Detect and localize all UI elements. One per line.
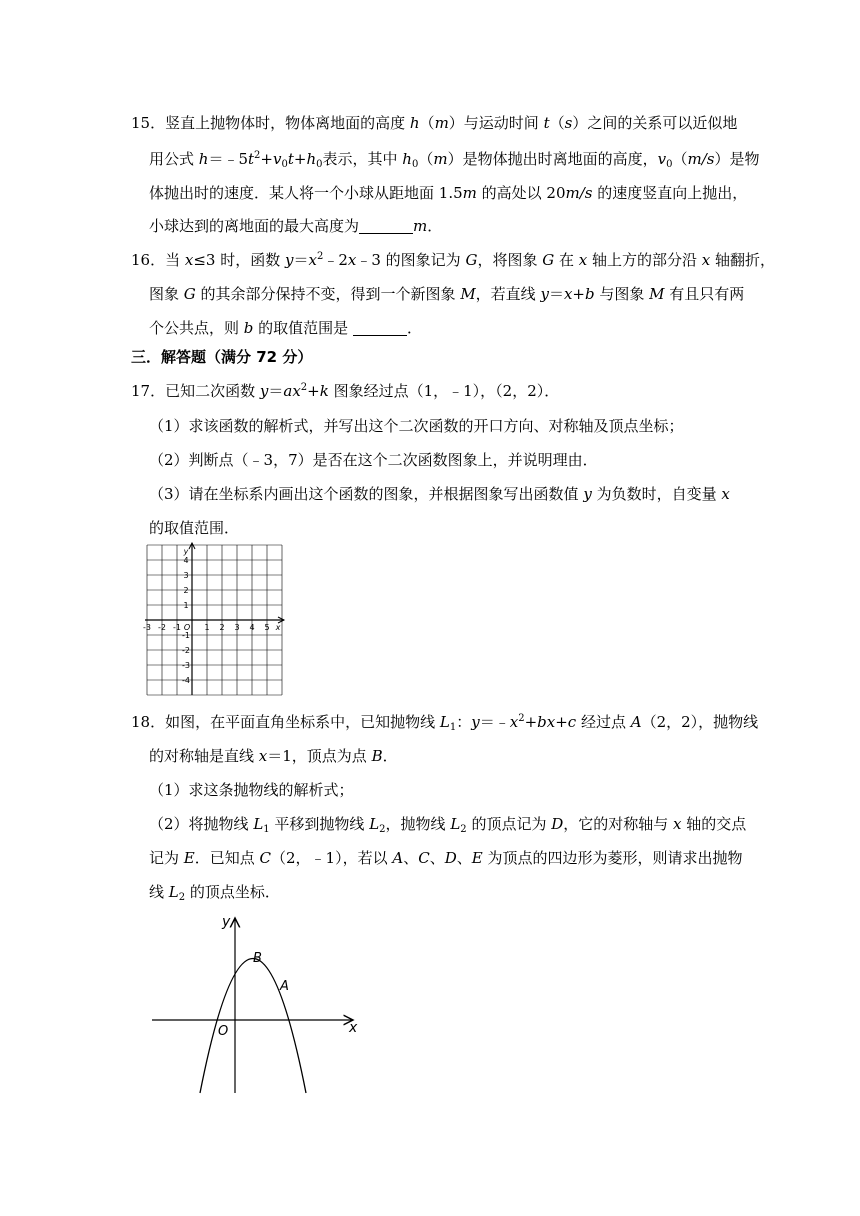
text: （: [418, 150, 434, 168]
y-axis-label: y: [183, 547, 189, 556]
answer-blank[interactable]: [359, 219, 413, 234]
origin-label: O: [183, 623, 191, 632]
text: ，将图象: [477, 251, 543, 269]
text: 2: [254, 150, 261, 161]
q15-line-4: [149, 216, 442, 236]
y-tick-label: -4: [182, 676, 190, 685]
text: （2，2），抛物线: [641, 713, 759, 731]
text: ﹣2: [323, 251, 348, 269]
text: 当: [165, 251, 185, 269]
text: ﹣3 的图象记为: [356, 251, 466, 269]
text: ）是物体抛出时离地面的高度，: [447, 150, 658, 168]
text: m: [433, 150, 448, 168]
q18-part-2-cont: [149, 848, 743, 868]
x-tick-label: 3: [234, 623, 240, 632]
text: 2: [379, 824, 386, 835]
text: 1: [449, 722, 457, 733]
parabola-figure: [148, 908, 368, 1098]
q18-part-2-end: [149, 882, 280, 902]
text: 的速度竖直向上抛出，: [592, 184, 748, 202]
q15-line-3: [149, 183, 747, 203]
text: 、: [429, 849, 445, 867]
text: 2: [316, 251, 324, 262]
text: ）之间的关系可以近似地: [572, 114, 738, 132]
text: +: [524, 713, 538, 731]
text: x: [721, 485, 730, 503]
text: v: [657, 150, 667, 168]
q17-part-3: [149, 484, 730, 504]
text: ，抛物线: [385, 815, 451, 833]
text: x: [308, 251, 317, 269]
origin-label: O: [218, 1024, 229, 1039]
text: x: [509, 713, 519, 731]
y-axis-label: y: [222, 914, 231, 930]
y-tick-label: 4: [183, 556, 189, 565]
y-tick-label: -3: [182, 661, 190, 670]
text: 2: [518, 713, 525, 724]
x-axis-label: x: [349, 1020, 358, 1036]
text: bx: [537, 713, 556, 731]
q18-part-1: （1）求这条抛物线的解析式；: [149, 781, 354, 799]
text: x: [184, 251, 194, 269]
text: 用公式: [149, 150, 199, 168]
question-number: 15．: [131, 114, 166, 132]
text: 轴上方的部分沿: [587, 251, 702, 269]
text: 如图，在平面直角坐标系中，已知抛物线: [165, 713, 440, 731]
text: ．: [382, 747, 398, 765]
text: m/s: [565, 184, 593, 202]
text: +: [555, 713, 568, 731]
y-tick-label: -2: [182, 646, 190, 655]
text: 已知二次函数: [165, 382, 260, 400]
x-tick-label: 1: [204, 623, 210, 632]
text: 图象经过点（1，﹣1），（2，2）．: [328, 382, 560, 400]
text: G: [542, 251, 555, 269]
text: （2）将抛物线: [149, 815, 254, 833]
text: x: [258, 747, 268, 765]
text: 轴翻折，: [710, 251, 776, 269]
text: ）是物: [714, 150, 760, 168]
text: x: [578, 251, 588, 269]
text: +: [260, 150, 273, 168]
x-tick-label: 5: [264, 623, 270, 632]
text: y: [583, 485, 592, 503]
q17-line-1: [131, 381, 559, 401]
q18-line-1: [131, 712, 758, 732]
text: 记为: [149, 849, 184, 867]
text: L: [369, 815, 380, 833]
q17-part-3-cont: 的取值范围．: [149, 519, 240, 537]
text: （3）请在坐标系内画出这个函数的图象，并根据图象写出函数值: [149, 485, 584, 503]
text: A: [630, 713, 642, 731]
text: L: [168, 883, 179, 901]
text: ．已知点: [194, 849, 260, 867]
text: h: [198, 150, 209, 168]
text: （: [672, 150, 688, 168]
text: ：: [456, 713, 472, 731]
y-tick-label: 2: [183, 586, 189, 595]
text: t: [543, 114, 550, 132]
text: +: [307, 382, 320, 400]
text: 的高处以 20: [476, 184, 566, 202]
text: 0: [666, 159, 673, 170]
text: ≤3 时，函数: [193, 251, 285, 269]
text: m: [462, 184, 477, 202]
q18-part-2: [149, 814, 746, 834]
text: 线: [149, 883, 169, 901]
text: ＝: [293, 251, 309, 269]
text: ＝: [268, 382, 284, 400]
x-tick-label: -1: [173, 623, 181, 632]
text: 有且只有两: [664, 285, 745, 303]
text: m: [413, 217, 428, 235]
text: ax: [283, 382, 301, 400]
text: 表示，其中: [322, 150, 403, 168]
text: t: [248, 150, 255, 168]
text: 体抛出时的速度．某人将一个小球从距地面 1.5: [149, 184, 463, 202]
text: 个公共点，则: [149, 319, 244, 337]
text: D: [444, 849, 457, 867]
text: c: [567, 713, 577, 731]
text: 0: [281, 159, 288, 170]
text: 在: [554, 251, 579, 269]
text: 轴的交点: [681, 815, 747, 833]
q15-line-1: [131, 113, 737, 133]
text: 竖直上抛物体时，物体离地面的高度: [165, 114, 410, 132]
x-tick-label: -2: [158, 623, 166, 632]
text: M: [460, 285, 476, 303]
text: 为顶点的四边形为菱形，则请求出抛物: [482, 849, 743, 867]
text: h: [409, 114, 420, 132]
text: 图象: [149, 285, 184, 303]
text: ，它的对称轴与: [563, 815, 674, 833]
parabola-curve: [200, 959, 306, 1094]
text: M: [649, 285, 665, 303]
text: 与图象: [594, 285, 650, 303]
text: m/s: [687, 150, 715, 168]
question-number: 18．: [131, 713, 166, 731]
text: 1: [263, 824, 270, 835]
text: ＝1，顶点为点: [267, 747, 372, 765]
x-tick-label: 2: [219, 623, 225, 632]
text: ＝﹣: [479, 713, 510, 731]
text: 经过点: [576, 713, 631, 731]
section-heading: 三．解答题（满分 72 分）: [131, 348, 313, 366]
text: L: [450, 815, 461, 833]
text: x: [347, 251, 357, 269]
text: x: [701, 251, 711, 269]
text: 的对称轴是直线: [149, 747, 259, 765]
text: s: [564, 114, 573, 132]
text: 2: [178, 892, 186, 903]
text: 的取值范围是: [253, 319, 353, 337]
text: v: [272, 150, 282, 168]
text: y: [471, 713, 480, 731]
text: +: [572, 285, 585, 303]
text: x: [563, 285, 573, 303]
text: ．: [406, 319, 422, 337]
text: A: [392, 849, 404, 867]
text: y: [285, 251, 294, 269]
text: 、: [456, 849, 472, 867]
text: （: [549, 114, 565, 132]
text: 0: [411, 159, 419, 170]
text: 的顶点记为: [466, 815, 552, 833]
y-tick-label: 1: [183, 601, 189, 610]
text: 0: [316, 159, 323, 170]
text: k: [319, 382, 329, 400]
q15-line-2: [149, 149, 759, 169]
text: 平移到抛物线: [269, 815, 370, 833]
text: B: [371, 747, 383, 765]
point-b-label: B: [253, 951, 262, 966]
text: L: [253, 815, 264, 833]
question-number: 16．: [131, 251, 166, 269]
text: ）与运动时间: [448, 114, 544, 132]
x-tick-label: -3: [143, 623, 151, 632]
q17-part-1: （1）求该函数的解析式，并写出这个二次函数的开口方向、对称轴及顶点坐标；: [149, 417, 684, 435]
text: h: [402, 150, 412, 168]
text: y: [259, 382, 269, 400]
text: ．: [427, 217, 443, 235]
text: +: [293, 150, 307, 168]
text: 的其余部分保持不变，得到一个新图象: [195, 285, 461, 303]
text: ，若直线: [475, 285, 541, 303]
text: G: [183, 285, 196, 303]
x-tick-label: 4: [249, 623, 255, 632]
q18-line-2: [149, 746, 398, 766]
text: 为负数时，自变量: [591, 485, 722, 503]
text: D: [551, 815, 564, 833]
text: ＝﹣5: [208, 150, 248, 168]
point-a-label: A: [280, 979, 289, 994]
text: 2: [460, 824, 467, 835]
text: G: [465, 251, 478, 269]
text: ＝: [548, 285, 564, 303]
text: （2，﹣1），若以: [271, 849, 393, 867]
text: C: [418, 849, 430, 867]
q16-line-2: [149, 284, 744, 304]
text: t: [287, 150, 294, 168]
text: （: [419, 114, 435, 132]
y-tick-label: -1: [182, 631, 190, 640]
text: 的顶点坐标．: [185, 883, 280, 901]
text: L: [439, 713, 450, 731]
text: E: [471, 849, 483, 867]
y-tick-label: 3: [183, 571, 189, 580]
q16-line-1: [131, 250, 775, 270]
text: 、: [403, 849, 419, 867]
text: b: [585, 285, 595, 303]
q17-part-2: （2）判断点（﹣3，7）是否在这个二次函数图象上，并说明理由．: [149, 451, 598, 469]
text: h: [306, 150, 317, 168]
text: 小球达到的离地面的最大高度为: [149, 217, 360, 235]
coordinate-grid: [144, 543, 294, 698]
text: x: [673, 815, 682, 833]
x-axis-label: x: [275, 623, 281, 632]
q16-line-3: [149, 318, 422, 338]
text: E: [183, 849, 195, 867]
text: 2: [300, 382, 308, 393]
answer-blank[interactable]: [353, 321, 407, 336]
text: y: [540, 285, 549, 303]
text: b: [243, 319, 254, 337]
text: C: [259, 849, 271, 867]
text: m: [434, 114, 449, 132]
question-number: 17．: [131, 382, 166, 400]
